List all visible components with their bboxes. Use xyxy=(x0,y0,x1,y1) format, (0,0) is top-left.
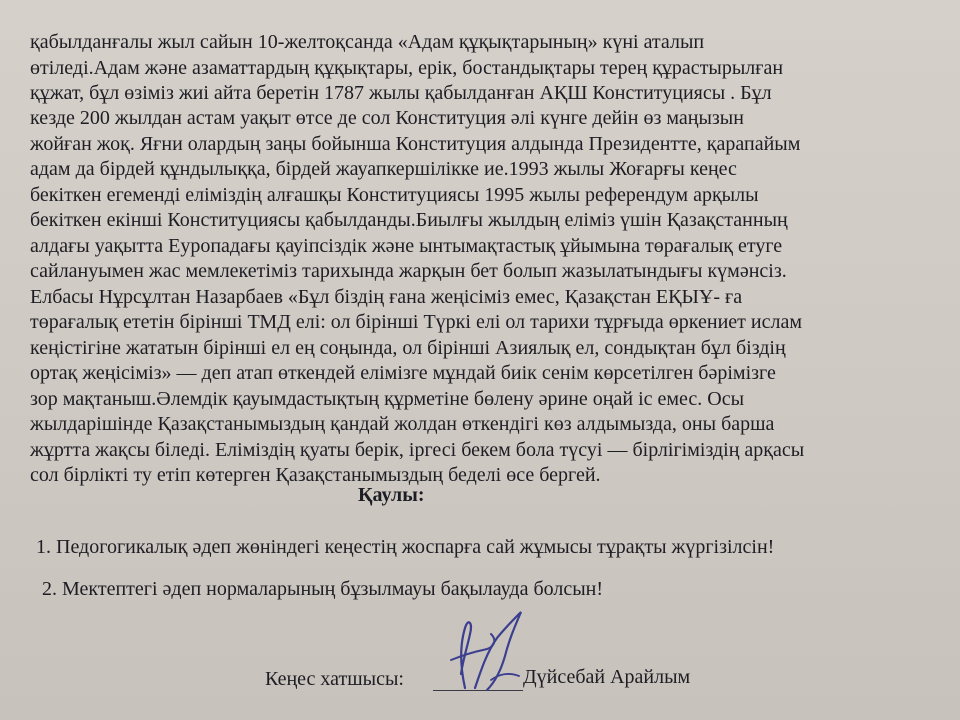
paragraph-line: зор мақтаныш.Әлемдік қауымдастықтың құрметіне бөлену әрине оңай іс емес. Осы xyxy=(30,388,745,410)
paragraph-line: бекіткен екінші Конституциясы қабылданды.Биылғы жылдың еліміз үшін Қазақстанның xyxy=(30,209,788,231)
paragraph-line: алдағы уақытта Еуропадағы қауіпсіздік және ынтымақтастық ұйымына төрағалық етуге xyxy=(30,235,783,257)
paragraph-line: адам да бірдей құндылыққа, бірдей жауапкершілікке ие.1993 жылы Жоғарғы кеңес xyxy=(30,158,737,180)
secretary-name: Дүйсебай Арайлым xyxy=(523,666,691,688)
handwritten-signature xyxy=(425,600,535,700)
resolution-heading: Қаулы: xyxy=(358,484,425,506)
paragraph-line: ортақ жеңісіміз» — деп атап өткендей елімізге мұндай биік сенім көрсетілген бәрімізге xyxy=(30,362,776,384)
paragraph-line: кезде 200 жылдан астам уақыт өтсе де сол Конституция әлі күнге дейін өз маңызын xyxy=(30,107,744,129)
signature-block xyxy=(265,600,765,710)
paragraph-line: қабылданғалы жыл сайын 10-желтоқсанда «Адам құқықтарының» күні аталып xyxy=(30,31,705,53)
paragraph-line: сол бірлікті ту етіп көтерген Қазақстанымыздың беделі өсе бергей. xyxy=(30,464,601,486)
paragraph-line: кеңістігіне жататын бірінші ел ең соңында, ол бірінші Азиялық ел, сондықтан бұл біздің xyxy=(30,337,786,359)
paragraph-line: өтіледі.Адам және азаматтардың құқықтары, ерік, бостандықтары терең құрастырылған xyxy=(30,57,784,79)
paragraph-line: Елбасы Нұрсұлтан Назарбаев «Бұл біздің ғана жеңісіміз емес, Қазақстан ЕҚЫҰ- ға xyxy=(30,286,743,308)
paragraph-line: сайлануымен жас мемлекетіміз тарихында жарқын бет болып жазылатындығы күмәнсіз. xyxy=(30,260,787,282)
secretary-label: Кеңес хатшысы: xyxy=(265,668,404,690)
paragraph-line: жойған жоқ. Яғни олардың заңы бойынша Конституция алдында Президентте, қарапайым xyxy=(30,133,801,155)
resolution-item-1: 1. Педогогикалық әдеп жөніндегі кеңестің жоспарға сай жұмысы тұрақты жүргізілсін! xyxy=(36,536,775,558)
paragraph-line: жылдарішінде Қазақстанымыздың қандай жолдан өткендігі көз алдымызда, оны барша xyxy=(30,413,775,435)
resolution-item-2: 2. Мектептегі әдеп нормаларының бұзылмауы бақылауда болсын! xyxy=(42,578,604,600)
paragraph-line: бекіткен егеменді еліміздің алғашқы Конституциясы 1995 жылы референдум арқылы xyxy=(30,184,759,206)
paragraph-line: құжат, бұл өзіміз жиі айта беретін 1787 жылы қабылданған АҚШ Конституциясы . Бұл xyxy=(30,82,772,104)
paragraph-line: жұртта жақсы біледі. Еліміздің қуаты берік, іргесі бекем бола түсуі — бірлігіміздің арқасы xyxy=(30,439,805,461)
paragraph-line: төрағалық ететін бірінші ТМД елі: ол бірінші Түркі елі ол тарихи тұрғыда өркениет ислам xyxy=(30,311,803,333)
